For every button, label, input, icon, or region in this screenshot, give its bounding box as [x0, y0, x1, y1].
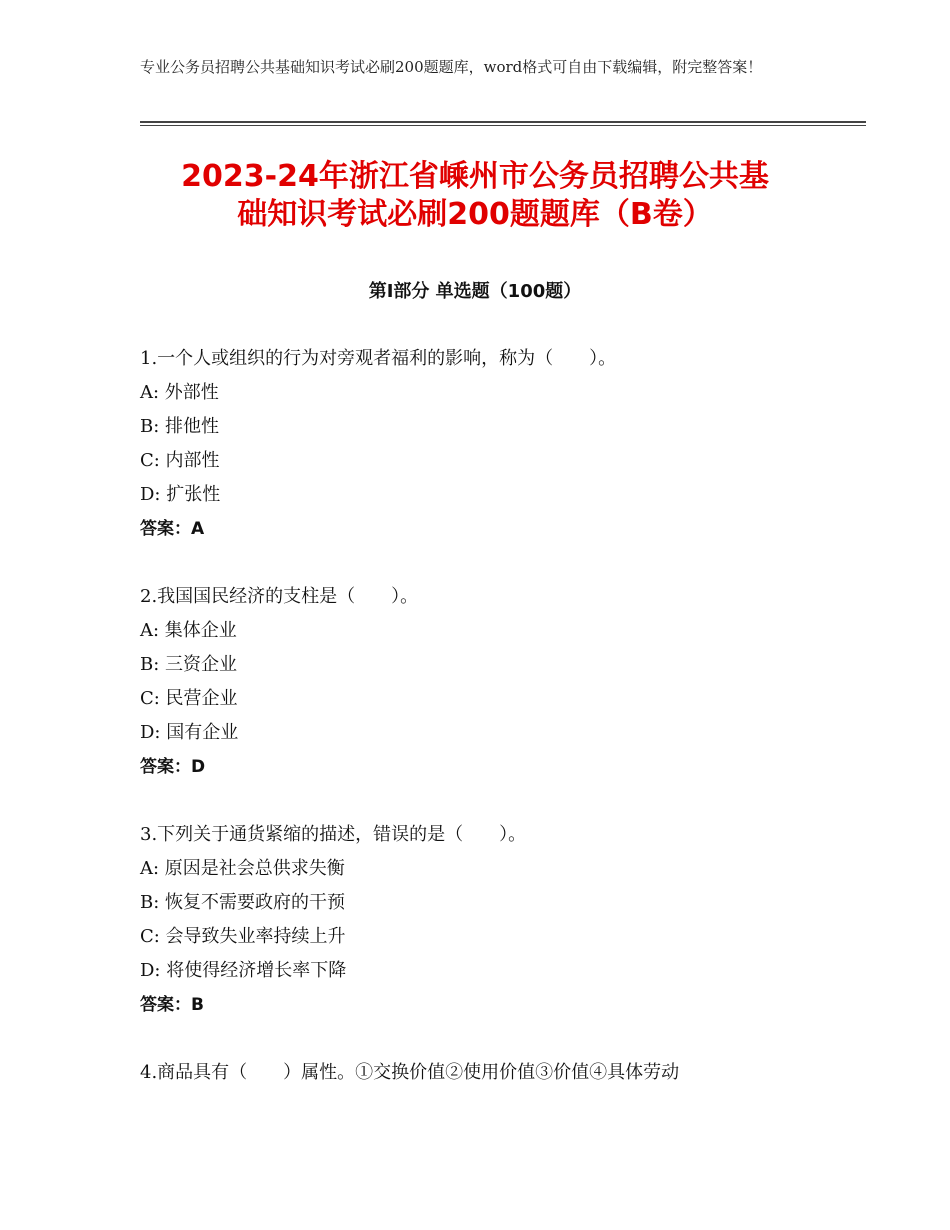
question-stem: 4.商品具有（ ）属性。①交换价值②使用价值③价值④具体劳动	[140, 1062, 680, 1083]
option-a: A: 集体企业	[140, 620, 237, 641]
question-1	[140, 342, 860, 546]
option-d: D: 扩张性	[140, 484, 221, 505]
question-4	[140, 1056, 860, 1090]
question-stem: 3.下列关于通货紧缩的描述，错误的是（ ）。	[140, 824, 527, 845]
option-b: B: 三资企业	[140, 654, 238, 675]
question-stem: 1.一个人或组织的行为对旁观者福利的影响，称为（ ）。	[140, 348, 617, 369]
answer: 答案：A	[140, 519, 205, 539]
option-a: A: 外部性	[140, 382, 219, 403]
option-b: B: 恢复不需要政府的干预	[140, 892, 346, 913]
section-title: 第Ⅰ部分 单选题（100题）	[368, 281, 582, 302]
option-d: D: 将使得经济增长率下降	[140, 960, 347, 981]
option-b: B: 排他性	[140, 416, 220, 437]
document-title-line-2: 础知识考试必刷200题题库（B卷）	[237, 197, 713, 232]
option-c: C: 会导致失业率持续上升	[140, 926, 346, 947]
header-divider-thick	[140, 121, 866, 123]
question-stem: 2.我国国民经济的支柱是（ ）。	[140, 586, 419, 607]
option-a: A: 原因是社会总供求失衡	[140, 858, 345, 879]
option-d: D: 国有企业	[140, 722, 239, 743]
document-title-line-1: 2023-24年浙江省嵊州市公务员招聘公共基	[181, 159, 769, 194]
header-note: 专业公务员招聘公共基础知识考试必刷200题题库，word格式可自由下载编辑，附完整答案！	[140, 58, 763, 76]
document-title	[100, 158, 850, 234]
option-c: C: 民营企业	[140, 688, 238, 709]
question-list	[140, 342, 860, 1124]
question-2	[140, 580, 860, 784]
question-3	[140, 818, 860, 1022]
answer: 答案：B	[140, 995, 204, 1015]
option-c: C: 内部性	[140, 450, 220, 471]
answer: 答案：D	[140, 757, 206, 777]
header-divider-thin	[140, 125, 866, 126]
